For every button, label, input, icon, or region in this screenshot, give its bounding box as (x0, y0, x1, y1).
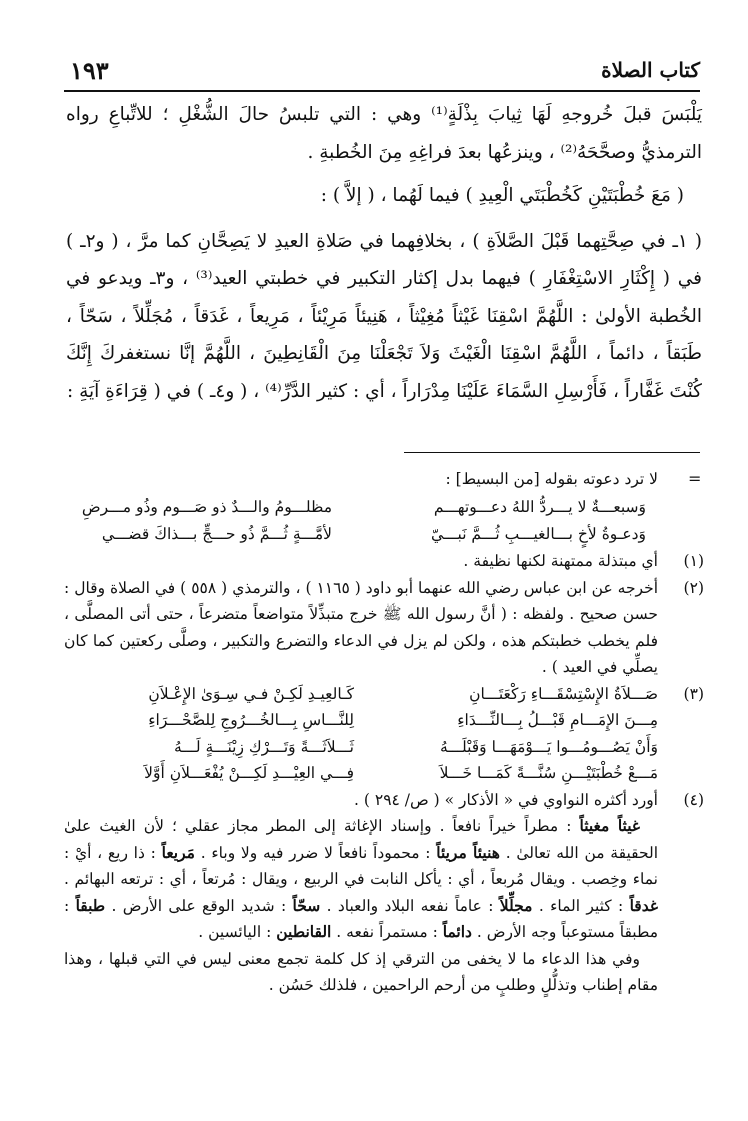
verse-hemistich: وَدعـوةُ لأخٍ بـــالغيـــبِ ثُـــمَّ نَبـــيّ (430, 525, 646, 543)
footnote-number: (١) (683, 552, 704, 570)
footnote-text: أورد أكثره النواوي في « الأذكار » ( ص/ ٢٩٤ ) . (354, 790, 658, 809)
continuation-mark: = (688, 469, 702, 488)
verse-line (64, 734, 658, 761)
gloss-definition: : مطراً خيراً نافعاً . وإسناد الإغاثة إلى المطر مجاز عقلي ؛ لأن الغيث علىٰ الحقيقة من الله تعالىٰ . (64, 817, 658, 862)
gloss-term: غدقاً (629, 895, 658, 915)
glossary (64, 813, 658, 999)
footnotes (64, 466, 704, 999)
verse-hemistich: وَأَنْ يَصُـــومُـــوا يَـــوْمَهَـــا وَقَبْلَـــهُ (440, 737, 658, 756)
gloss-term: مَريعاً (161, 842, 195, 862)
gloss-definition: : شديد الوقع على الأرض . (111, 896, 287, 915)
footnote-2 (64, 575, 704, 681)
verse-hemistich: لأمَّـــةٍ ثُـــمَّ ذُو حـــجٍّ بـــذاكَ قضـــي (101, 525, 332, 543)
gloss-term: سحّاً (292, 895, 321, 915)
verse-hemistich: كَـالعِيـدِ لَكِـنْ فـي سِـوَىٰ الإِعْـلاَنِ (148, 684, 354, 703)
verse-hemistich: ثَـــلاَثَـــةً وَتَـــرْكِ زِيْنَـــةٍ لَـــهُ (173, 737, 354, 756)
footnote-text: أي مبتذلة ممتهنة لكنها نظيفة . (463, 552, 658, 570)
gloss-term: دائماً (442, 922, 472, 941)
footnote-1 (64, 548, 704, 575)
footnote-number: (٤) (683, 790, 704, 809)
verse-line (64, 707, 658, 734)
glossary-paragraph (64, 813, 658, 946)
verse-hemistich: فِـــي العِيْـــدِ لَكِـــنْ يُفْعَـــلاَنِ أَوَّلاَ (144, 764, 354, 782)
footnote-number: (٢) (683, 578, 704, 597)
gloss-definition: : كثير الماء . (538, 896, 624, 915)
footnote-text: أخرجه عن ابن عباس رضي الله عنهما أبو داود ( ١١٦٥ ) ، والترمذي ( ٥٥٨ ) في الصلاة وقال : حسن صحيح . ولفظه : ( أنَّ رسول الله ﷺ خرج متبذِّلاً متواضعاً متضرعاً ، حتى أتى المصلَّى ، فلم يخطب خطبتكم هذه ، ولكن لم يزل في الدعاء والتضرع والتكبير ، وصلَّى ركعتين كما كان يصلِّي في العيد ) . (64, 578, 658, 676)
running-header (64, 56, 700, 92)
verse-line (64, 760, 658, 787)
footnote-separator (404, 452, 700, 453)
page-number: ١٩٣ (70, 56, 109, 85)
verse-line (64, 681, 658, 708)
gloss-term: هنيئاً مريئاً (436, 842, 500, 862)
main-paragraph-1: يَلْبَسَ قبلَ خُروجهِ لَهَا ثِيابَ بِذْلَةٍ⁽¹⁾ وهي : التي تلبسُ حالَ الشُّغْلِ ؛ للاتِّباعِ رواه الترمذيُّ وصحَّحَهُ⁽²⁾ ، وينزعُها بعدَ فراغِهِ مِنَ الخُطبةِ . (66, 104, 702, 163)
verse-line (64, 494, 704, 521)
verse-hemistich: لِلنَّـــاسِ بِـــالخُـــرُوجِ لِلصَّحْـــرَاءِ (148, 711, 354, 729)
verse-hemistich: وَسبعـــةٌ لا يـــردُّ اللهُ دعـــوتهـــم (433, 498, 646, 516)
gloss-definition: : محموداً نافعاً لا ضرر فيه ولا وباء . (200, 843, 431, 862)
closing-paragraph: وفي هذا الدعاء ما لا يخفى من الترقي إذ كل كلمة تجمع معنى ليس في التي قبلها ، وهذا مقام إطناب وتذلُّلٍ وطلبٍ من أرحم الراحمين ، فلذلك حَسُن . (64, 949, 658, 994)
footnote-continuation (64, 466, 704, 494)
gloss-term: القانطين (276, 922, 332, 941)
continuation-text: لا ترد دعوته بقوله [من البسيط] : (445, 470, 658, 488)
gloss-definition: : عاماً نفعه البلاد والعباد . (326, 896, 494, 915)
chapter-title: كتاب الصلاة (601, 58, 700, 82)
verse-hemistich: مِـــنَ الإِمَـــامِ قَبْـــلُ بِـــالنِّـــدَاءِ (457, 711, 658, 729)
footnote-3 (64, 681, 704, 787)
verse-line (64, 521, 704, 548)
footnote-number: (٣) (683, 684, 704, 703)
gloss-term: مجلِّلاً (499, 895, 533, 915)
verse-hemistich: مظلـــومُ والـــدٌ ذو صَـــوم وذُو مـــرضِ (81, 498, 332, 516)
verse-hemistich: صَـــلاَةُ الإِسْتِسْقَـــاءِ رَكْعَتَـــانِ (469, 684, 658, 703)
gloss-definition: : مستمراً نفعه . (336, 923, 438, 941)
main-text (66, 96, 702, 410)
main-paragraph-2: ( مَعَ خُطْبَتَيْنِ كَخُطْبَتَي الْعِيدِ ) فيما لَهُما ، ( إلاَّ ) : (320, 185, 684, 206)
verse-hemistich: مَـــعْ خُطْبَتَيْـــنِ سُنَّـــةً كَمَـــا خَـــلاَ (439, 764, 658, 782)
gloss-definition: : ذا ريع ، أيْ : نماء وخِصب . ويقال مُربعاً ، أي : يأكل النابت في الربيع ، ويقال : مُرتعاً ، أي : ترتعه البهائم . (64, 843, 658, 888)
gloss-definition: : اليائسين . (198, 923, 272, 941)
gloss-definition: : مطبقاً مستوعباً وجه الأرض . (64, 896, 658, 941)
main-paragraph-3: ( ١ـ في صِحَّتِهما قَبْلَ الصَّلاَةِ ) ، بخلافِهما في صَلاةِ العيدِ لا يَصِحَّانِ كما مرَّ ، ( و٢ـ ) في ( إِكْثَارِ الاسْتِغْفَارِ ) فيهما بدل إكثار التكبير في خطبتي العيد⁽³⁾ ، و٣ـ ويدعو في الخُطبة الأولىٰ : اللَّهُمَّ اسْقِنَا غَيْثاً مُغِيْثاً ، هَنِيئاً مَرِيْئاً ، مَرِيعاً ، غَدَقاً ، مُجَلِّلاً ، سَحّاً ، طَبَقاً ، دائماً ، اللَّهُمَّ اسْقِنَا الْغَيْثَ وَلاَ تَجْعَلْنَا مِنَ الْقَانِطِينَ ، اللَّهُمَّ إنَّا نستغفركَ إِنَّكَ كُنْتَ غَفَّاراً ، فَأَرْسِلِ السَّمَاءَ عَلَيْنَا مِدْرَاراً ، أي : كثير الدَّرِّ⁽⁴⁾ ، ( و٤ـ ) في ( قِرَاءَةِ آيَةِ : (66, 230, 702, 402)
gloss-term: طبقاً (75, 895, 106, 915)
footnote-4 (64, 787, 704, 814)
gloss-term: غيثاً مغيثاً (579, 816, 640, 835)
